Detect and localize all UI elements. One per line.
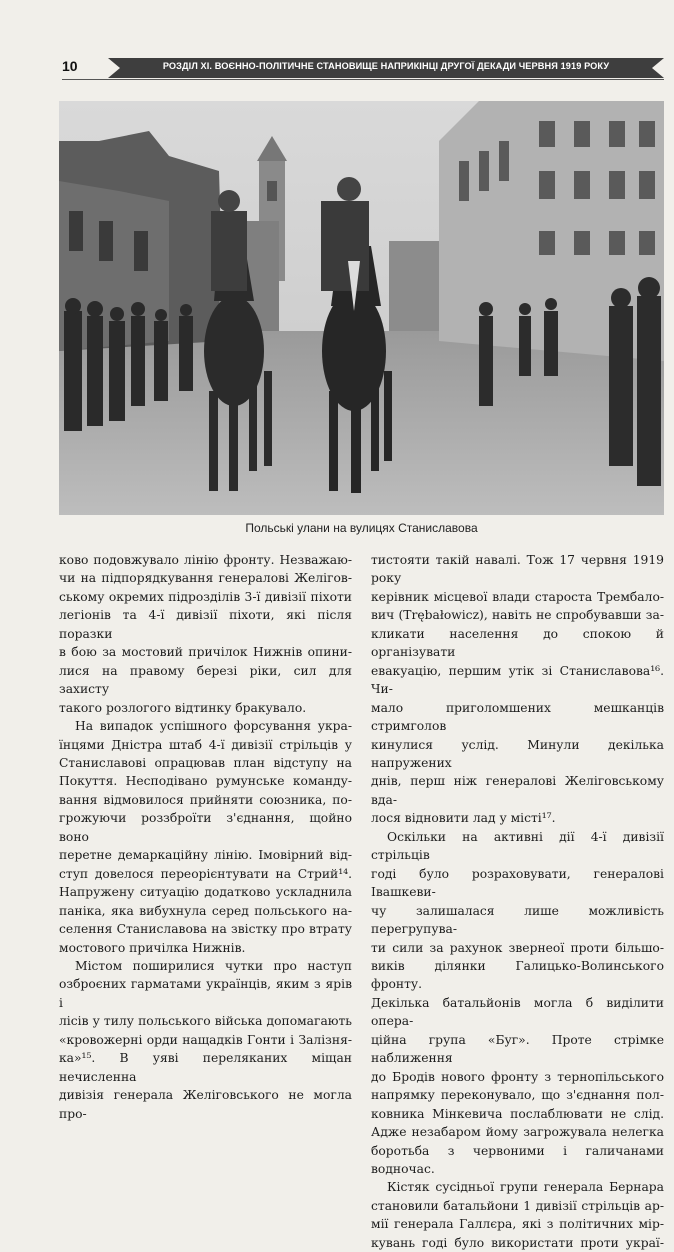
text-line: чу залишалася лише можливість перегрупува-	[371, 903, 664, 937]
text-line: легіонів та 4-ї дивізії піхоти, які після поразки	[59, 608, 352, 641]
photo-caption: Польські улани на вулицях Станиславова	[245, 521, 478, 535]
text-line: ковника Мінкевича послаблювати не слід.	[371, 1106, 664, 1121]
text-line: Містом поширилися чутки про наступ	[75, 958, 352, 973]
text-line: лося відновити лад у місті¹⁷.	[371, 811, 556, 826]
text-line: становили батальйони 1 дивізії стрільців ар-	[371, 1198, 664, 1213]
text-line: «кровожерні орди нащадків Гонти і Залізня-	[59, 1032, 352, 1047]
text-line: ка»¹⁵. В уяві переляканих міщан нечисленна	[59, 1051, 352, 1084]
text-line: вання відмовилося прийняти союзника, по-	[59, 792, 352, 807]
text-line: Станиславові опрацював план відступу на	[59, 755, 352, 770]
text-line: Оскільки на активні дії 4-ї дивізії стрільців	[371, 829, 664, 863]
header-rule	[62, 79, 664, 80]
text-line: ському окремих підрозділів 3-ї дивізії піхоти	[59, 589, 352, 604]
text-line: На випадок успішного форсування укра-	[75, 719, 352, 734]
left-column	[59, 551, 352, 1123]
text-line: евакуацію, першим утік зі Станиславова¹⁶. Чи-	[371, 663, 664, 697]
text-line: Покуття. Несподівано румунське команду-	[59, 774, 352, 789]
text-line: Адже незабаром йому загрожувала нелегка	[371, 1125, 664, 1140]
text-line: ти сили за рахунок звернеої проти більшо-	[371, 940, 664, 955]
text-line: паніка, яка вибухнула серед польського на-	[59, 903, 352, 918]
text-line: Напружену ситуацію додатково ускладнила	[59, 885, 352, 900]
text-line: мостового причілка Нижнів.	[59, 940, 246, 955]
text-line: ково подовжувало лінію фронту. Незважаю-	[59, 553, 352, 567]
photo-uhlans	[59, 101, 664, 515]
text-line: їнцями Дністра штаб 4-ї дивізії стрільців у	[59, 737, 352, 752]
running-title: РОЗДІЛ ХІ. ВОЄННО-ПОЛІТИЧНЕ СТАНОВИЩЕ НАПРИКІНЦІ ДРУГОЇ ДЕКАДИ ЧЕРВНЯ 1919 РОКУ	[162, 61, 610, 71]
text-line: Декілька батальйонів могла б виділити опера-	[371, 995, 664, 1029]
text-line: до Бродів нового фронту з тернопільського	[371, 1069, 664, 1084]
text-line: мало приголомшених мешканців стримголов	[371, 700, 664, 734]
text-line: керівник місцевої влади староста Трембало-	[371, 589, 664, 604]
text-line: лися на правому березі ріки, сил для захисту	[59, 663, 352, 697]
text-line: ційна група «Буг». Проте стрімке наближення	[371, 1032, 664, 1066]
text-line: грожуючи роззброїти з'єднання, щойно воно	[59, 811, 352, 844]
text-line: селення Станиславова на звістку про втрату	[59, 922, 352, 937]
text-line: годі було розраховувати, генералові Івашкеви-	[371, 866, 664, 900]
text-line: такого розлогого відтинку бракувало.	[59, 700, 307, 715]
text-line: кликати населення до спокою й організувати	[371, 626, 664, 660]
text-line: кинулися услід. Минули декілька напружених	[371, 737, 664, 770]
text-line: перетне демаркаційну лінію. Імовірний від-	[59, 848, 352, 863]
text-line: ступ довелося переорієнтувати на Стрий¹⁴.	[59, 866, 352, 881]
text-line: чи на підпорядкування генералові Желігов-	[59, 571, 352, 586]
text-line: озброєних гарматами українців, яким з ярів і	[59, 977, 352, 1010]
text-line: в бою за мостовий причілок Нижнів опини-	[59, 645, 352, 660]
text-line: кувань годі було використати проти украї-	[371, 1235, 664, 1250]
running-header-banner	[108, 58, 664, 78]
text-line: виків ділянки Галицько-Волинського фронту.	[371, 958, 664, 992]
text-line: тистояти такій навалі. Тож 17 червня 1919 року	[371, 553, 664, 586]
text-line: мії генерала Галлєра, які з політичних мір-	[371, 1217, 664, 1232]
text-line: дивізія генерала Желіговського не могла про-	[59, 1088, 352, 1121]
text-line: боротьба з червоними і галичанами водночас.	[371, 1143, 664, 1176]
right-column	[371, 551, 664, 1252]
text-line: напрямку переконувало, що з'єднання пол-	[371, 1088, 664, 1103]
page-number: 10	[62, 58, 78, 74]
text-line: вич (Trębałowicz), навіть не спробувавши за-	[371, 608, 664, 623]
text-line: днів, перш ніж генералові Желіговському вда-	[371, 774, 664, 807]
text-line: лісів у тилу польського війська допомагають	[59, 1014, 352, 1029]
text-line: Кістяк сусідньої групи генерала Бернара	[387, 1180, 664, 1195]
